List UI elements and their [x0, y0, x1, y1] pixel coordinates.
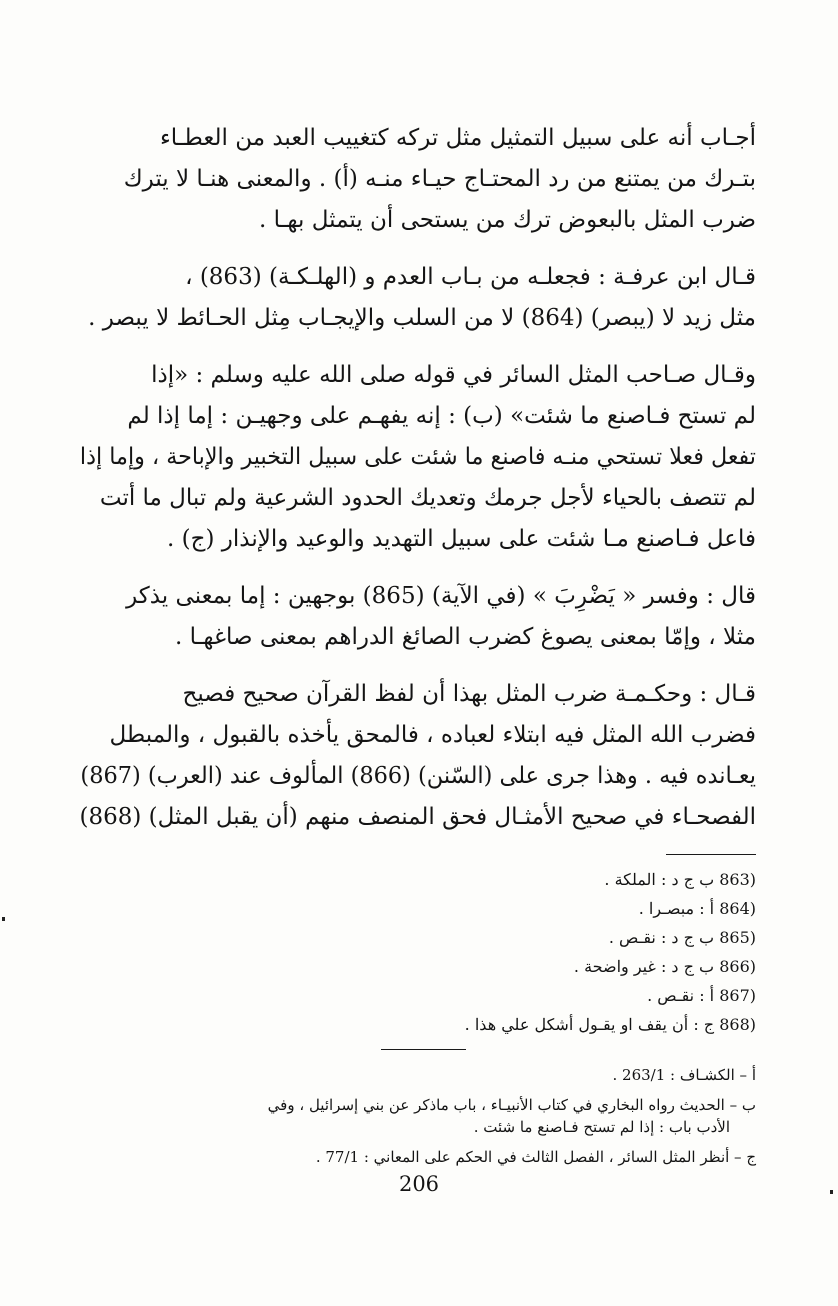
paragraph — [80, 118, 756, 241]
scan-speck — [2, 917, 5, 921]
text-line: قال : وفسر « يَضْرِبَ » (في الآية) (865) بوجهين : إما بمعنى يذكر — [126, 583, 756, 609]
text-line: قـال : وحكـمـة ضرب المثل بهذا أن لفظ القرآن صحيح فصيح — [182, 681, 756, 707]
text-line: الفصحـاء في صحيح الأمثـال فحق المنصف منهم (أن يقبل المثل) (868) — [79, 804, 756, 830]
variant-note — [80, 923, 756, 952]
note-text: ب ج د : غير واضحة . — [573, 957, 715, 976]
variant-note — [80, 894, 756, 923]
reference-notes — [80, 1064, 756, 1168]
note-number: 863) — [719, 870, 756, 889]
variant-note — [80, 865, 756, 894]
page-number: 206 — [398, 1172, 440, 1196]
note-text: أ : مبصـرا . — [638, 899, 715, 918]
footnote-separator — [666, 854, 756, 855]
note-text: أ : نقـص . — [647, 986, 715, 1005]
text-line: فاعل فـاصنع مـا شئت على سبيل التهديد والوعيد والإنذار (ج) . — [167, 526, 756, 552]
text-line: يعـانده فيه . وهذا جرى على (السّنن) (866) المألوف عند (العرب) (867) — [80, 763, 756, 789]
text-line: وقـال صـاحب المثل السائر في قوله صلى الله عليه وسلم : «إذا — [151, 362, 756, 388]
scan-speck — [830, 1190, 833, 1194]
note-number: 865) — [719, 928, 756, 947]
main-text — [80, 118, 756, 838]
note-number: 864) — [719, 899, 756, 918]
text-line: بتـرك من يمتنع من رد المحتـاج حيـاء منـه (أ) . والمعنى هنـا لا يترك — [123, 166, 756, 192]
reference-line: ب – الحديث رواه البخاري في كتاب الأنبيـاء ، باب ماذكر عن بني إسرائيل ، وفي — [267, 1096, 756, 1114]
paragraph — [80, 257, 756, 339]
text-line: مثل زيد لا (يبصر) (864) لا من السلب والإيجـاب مِثل الحـائط لا يبصر . — [88, 305, 756, 331]
text-line: لم تتصف بالحياء لأجل جرمك وتعديك الحدود الشرعية ولم تبال ما أتت — [99, 485, 756, 511]
text-line: قـال ابن عرفـة : فجعلـه من بـاب العدم و (الهلـكـة) (863) ، — [185, 264, 756, 290]
reference-line: أ – الكشـاف : 263/1 . — [612, 1066, 756, 1084]
note-text: ب ج د : نقـص . — [608, 928, 715, 947]
reference-separator — [381, 1049, 466, 1050]
page-body — [80, 118, 756, 1176]
variant-notes — [80, 865, 756, 1039]
reference-line: ج – أنظر المثل السائر ، الفصل الثالث في الحكم على المعاني : 77/1 . — [315, 1148, 756, 1166]
reference-note — [80, 1146, 756, 1168]
text-line: تفعل فعلا تستحي منـه فاصنع ما شئت على سبيل التخبير والإباحة ، وإما إذا — [79, 444, 756, 470]
variant-note — [80, 1010, 756, 1039]
paragraph — [80, 355, 756, 560]
paragraph — [80, 576, 756, 658]
text-line: فضرب الله المثل فيه ابتلاء لعباده ، فالمحق يأخذه بالقبول ، والمبطل — [109, 722, 756, 748]
text-line: أجـاب أنه على سبيل التمثيل مثل تركه كتغييب العبد من العطـاء — [159, 125, 756, 151]
variant-note — [80, 981, 756, 1010]
text-line: ضرب المثل بالبعوض ترك من يستحى أن يتمثل بهـا . — [259, 207, 756, 233]
note-text: ج : أن يقف او يقـول أشكل علي هذا . — [464, 1015, 715, 1034]
paragraph — [80, 674, 756, 838]
variant-note — [80, 952, 756, 981]
reference-note — [80, 1064, 756, 1086]
note-number: 867) — [719, 986, 756, 1005]
reference-line: الأدب باب : إذا لم تستح فـاصنع ما شئت . — [473, 1118, 730, 1136]
note-number: 866) — [719, 957, 756, 976]
text-line: مثلا ، وإمّا بمعنى يصوغ كضرب الصائغ الدراهم بمعنى صاغهـا . — [175, 624, 756, 650]
text-line: لم تستح فـاصنع ما شئت» (ب) : إنه يفهـم على وجهيـن : إما إذا لم — [127, 403, 756, 429]
note-text: ب ج د : الملكة . — [604, 870, 715, 889]
reference-note — [80, 1094, 756, 1138]
note-number: 868) — [719, 1015, 756, 1034]
